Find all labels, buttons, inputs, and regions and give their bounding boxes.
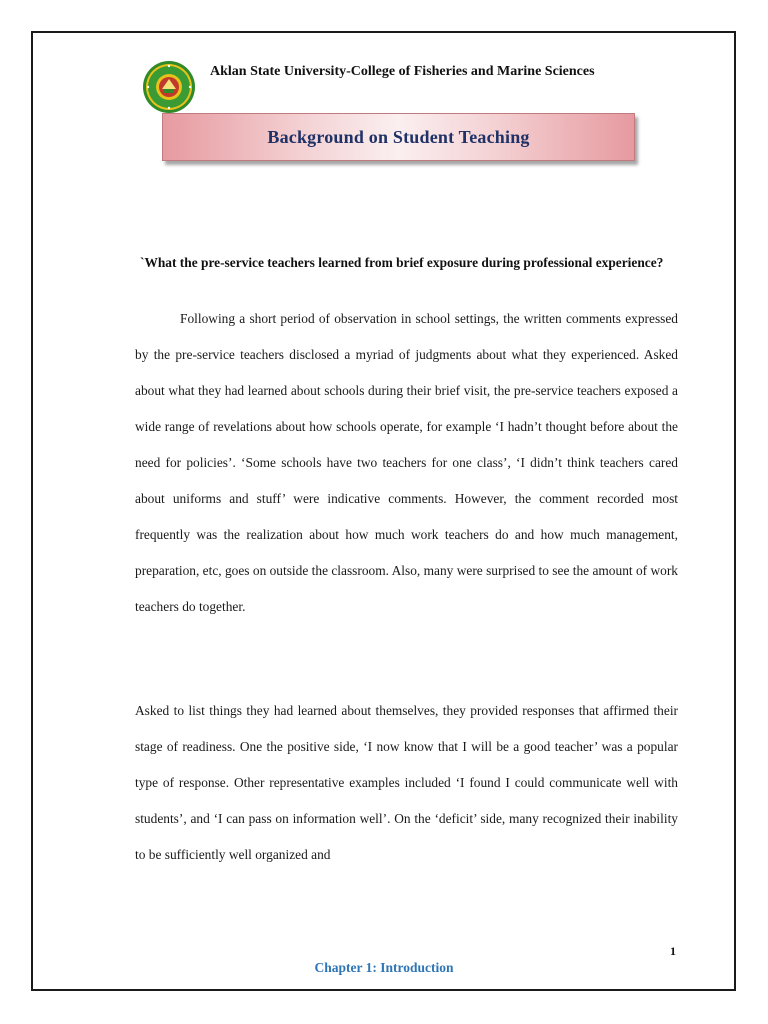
university-seal-icon	[142, 60, 196, 114]
section-question: `What the pre-service teachers learned from brief exposure during professional experience?	[140, 255, 664, 270]
page-number: 1	[670, 944, 676, 958]
body-paragraph-1: Following a short period of observation in school settings, the written comments expressed by the pre-service teachers disclosed a myriad of judgments about what they experienced. Asked about what they had learned about schools during their brief visit, the pre-service teachers exposed a wide range of revelations about how schools operate, for example ‘I hadn’t thought before about the need for policies’. ‘Some schools have two teachers for one class’, ‘I didn’t think teachers cared about uniforms and stuff’ were indicative comments. However, the comment recorded most frequently was the realization about how much work teachers do and how much management, preparation, etc, goes on outside the classroom. Also, many were surprised to see the amount of work teachers do together.	[135, 311, 678, 614]
chapter-footer: Chapter 1: Introduction	[314, 960, 454, 975]
title-banner	[162, 113, 635, 161]
institution-header: Aklan State University-College of Fisheries and Marine Sciences	[210, 64, 595, 79]
banner-title: Background on Student Teaching	[267, 126, 530, 147]
body-paragraph-2: Asked to list things they had learned about themselves, they provided responses that affirmed their stage of readiness. One the positive side, ‘I now know that I will be a good teacher’ was a popular type of response. Other representative examples included ‘I found I could communicate well with students’, and ‘I can pass on information well’. On the ‘deficit’ side, many recognized their inability to be sufficiently well organized and	[135, 703, 678, 862]
